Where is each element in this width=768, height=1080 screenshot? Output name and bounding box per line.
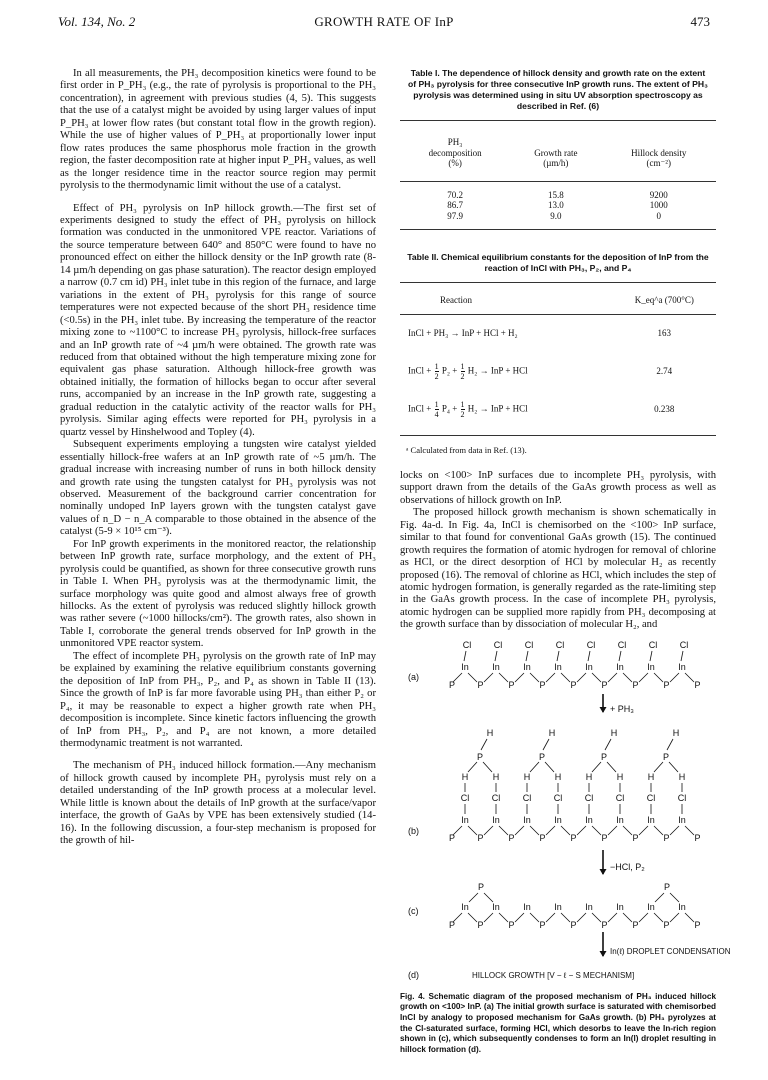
bond-line [561,826,570,835]
arrow-label-ph3: + PH₃ [610,703,634,714]
paragraph: In all measurements, the PH₃ decomposition kinetics were found to be first order in P_PH₃ (e.g., the rate of pyrolysis is proportional to the PH₃ concentration), in agreement with previous studies (4, 5). This suggests that the use of a catalyst might be avoided by using larger values of input P_PH₃ at lower flow rates (but constant total flow in the growth region). While the use of higher values of P_PH₃ at proportionally lower input flow rates produces the same phosphorus mole fraction in the growth region, the faster decomposition rate at higher input P_PH₃ values, as well as the longer residence time in the reactor source region may permit pyrolysis to the thermodynamic limit without the use of a catalyst. [60,68,376,192]
bond-line [592,913,601,922]
bond-line [530,673,539,682]
in-atom: In [616,814,624,825]
in-atom: In [647,661,655,672]
bond-line [561,673,570,682]
bond-line [670,893,679,902]
in-atom: In [492,661,500,672]
cl-atom: Cl [460,792,470,803]
p-atom: P [448,919,456,930]
in-atom: In [678,901,686,912]
bond-line [654,762,663,772]
mechanism-diagram [400,638,731,988]
in-atom: In [461,661,469,672]
bond-line [561,913,570,922]
h-atom: H [616,771,624,782]
bond-line [667,739,673,750]
bond-line [557,651,559,661]
p-atom: P [476,751,484,762]
h-atom: H [523,771,531,782]
in-atom: In [585,814,593,825]
bond-line [685,673,694,682]
bond-line [670,673,679,682]
cl-atom: Cl [617,639,627,650]
p-atom: P [539,832,546,843]
p-atom: P [632,832,639,843]
bond-line [530,826,539,835]
cl-atom: Cl [462,639,472,650]
p-atom: P [694,832,701,843]
cl-atom: Cl [553,792,563,803]
table2-col-header: K_eq^a (700°C) [634,295,694,305]
paragraph: For InP growth experiments in the monitored reactor, the relationship between InP growth rate, surface morphology, and the extent of PH₃ pyrolysis could be quantified, as shown for three consecutive growth runs in Table I. When PH₃ pyrolysis was at the thermodynamic limit, the surface morphology was quite good and almost always free of growth hillocks. As the extent of pyrolysis was reduced slightly hillock growth was rather severe (~1000 hillocks/cm²). The growth rates, also shown in Table I, corroborate the general trends observed for InP growth in the unmonitored VPE reactor system. [60,538,376,650]
bond-line [499,826,508,835]
bond-line [639,826,648,835]
h-atom: H [548,727,556,738]
table-row: InCl + PH₃ → InP + HCl + H₂ 163 [408,328,672,339]
bond-line [639,673,648,682]
h-atom: H [585,771,593,782]
bond-line [639,913,648,922]
table1-col-header: Growth rate (µm/h) [534,147,578,168]
p-atom: P [539,919,546,930]
bond-line [530,913,539,922]
p-atom: P [477,919,484,930]
page-number: 473 [690,14,710,29]
p-atom: P [539,679,546,690]
in-atom: In [554,661,562,672]
bond-line [515,913,524,922]
figure-4 [400,638,731,988]
journal-volume: Vol. 134, No. 2 [58,14,136,29]
bond-line [545,762,554,772]
p-atom: P [538,751,546,762]
table-row: InCl + $\frac{1}{4}$ P₄ + $\frac{1}{2}$ H₂ → InP + HCl 0.238 [408,400,675,419]
bond-line [685,826,694,835]
h-atom: H [672,727,680,738]
bond-line [546,826,555,835]
bond-line [681,651,683,661]
bond-line [468,913,477,922]
bond-line [623,913,632,922]
cl-atom: Cl [493,639,503,650]
bond-line [592,826,601,835]
p-atom: P [570,679,577,690]
paragraph: The effect of incomplete PH₃ pyrolysis on the growth rate of InP may be explained by examining the relative equilibrium constants governing the deposition of InP from PH₃, P₂, and P₄ as shown in Table II (13). Since the growth of InP is far more favorable using PH₃ than either P₂ or P₄, it may be reasonable to expect a higher growth rate when PH₃ decomposition is incomplete. Since kinetic factors influencing the growth of InP from PH₃, P₂, and P₄ are not known, a more detailed thermodynamic treatment is not warranted. [60,650,376,750]
arrow-label-droplet: In(ℓ) DROPLET CONDENSATION [610,946,731,956]
p-atom: P [570,919,577,930]
in-atom: In [647,814,655,825]
bond-line [650,651,652,661]
right-column [400,68,731,1055]
in-atom: In [461,814,469,825]
bond-line [483,762,492,772]
p-atom: P [601,679,608,690]
bond-line [607,762,616,772]
bond-line [670,826,679,835]
h-atom: H [492,771,500,782]
h-atom: H [678,771,686,782]
bond-line [499,913,508,922]
bond-line [543,739,549,750]
p-atom: P [508,832,515,843]
table-row: 70.2 15.8 9200 [447,189,668,200]
bond-line [546,673,555,682]
table2-col-header: Reaction [440,295,472,305]
cl-atom: Cl [586,639,596,650]
cl-atom: Cl [615,792,625,803]
table1-caption: Table I. The dependence of hillock density and growth rate on the extent of PH₃ pyrolysis for three consecutive InP growth runs. The extent of PH₃ pyrolysis was determined using in situ UV absorption spectroscopy as described in Ref. (6) [407,68,709,111]
arrow-label-hcl: −HCl, P₂ [610,861,645,872]
in-atom: In [616,901,624,912]
p-atom: P [694,919,701,930]
table2 [400,282,716,436]
bond-line [515,826,524,835]
bond-line [468,673,477,682]
table-row: InCl + $\frac{1}{2}$ P₂ + $\frac{1}{2}$ H₂ → InP + HCl 2.74 [408,362,673,381]
bond-line [623,673,632,682]
bond-line [469,893,478,902]
bond-line [499,673,508,682]
cl-atom: Cl [646,792,656,803]
h-atom: H [554,771,562,782]
table1-col-header: PH₃ decomposition (%) [428,137,482,168]
p-atom: P [477,679,484,690]
p-atom: P [448,832,456,843]
bond-line [605,739,611,750]
h-atom: H [486,727,494,738]
arrow-hcl-head [600,869,607,875]
bond-line [484,893,493,902]
table2-caption: Table II. Chemical equilibrium constants for the deposition of InP from the reaction of InCl with PH₃, P₂, and P₄ [407,252,709,273]
panel-label-c: (c) [408,905,419,916]
paragraph: The proposed hillock growth mechanism is shown schematically in Fig. 4a-d. In Fig. 4a, InCl is chemisorbed on the <100> InP surface, similar to that found for conventional GaAs growth (15). The continued growth requires the formation of atomic hydrogen for removal of chlorine as HCl, or the direct desorption of HCl by molecular H₂ as recently proposed (16). The removal of chlorine as HCl, which includes the step of atomic hydrogen formation, is generally regarded as the rate-limiting step in the GaAs growth process. In the case of incomplete PH₃ pyrolysis, atomic hydrogen can be supplied more rapidly from PH₃ decomposing at the growth surface than by dissociation of molecular H₂, and [400,507,716,631]
p-atom: P [601,919,608,930]
left-column [60,68,376,848]
h-atom: H [647,771,655,782]
bond-line [484,826,493,835]
bond-line [515,673,524,682]
p-atom: P [508,919,515,930]
bond-line [546,913,555,922]
arrow-droplet-head [600,951,607,957]
bond-line [577,913,586,922]
in-atom: In [523,901,531,912]
in-atom: In [492,814,500,825]
in-atom: In [678,661,686,672]
h-atom: H [461,771,469,782]
paragraph: Effect of PH₃ pyrolysis on InP hillock growth.—The first set of experiments designed to study the effect of PH₃ pyrolysis on hillock formation was conducted in the unmonitored VPE reactor. Variations of the source temperature between 640° and 850°C were found to have no pronounced effect on either the hillock density or the InP growth rate (8-14 µm/h depending on gas phase saturation). The reactor design employed a narrow (0.7 cm id) PH₃ inlet tube in this region of the furnace, and large variations in the extent of PH₃ pyrolysis for this range of source temperatures were not expected because of the short PH₃ residence time (<0.5s) in the PH₃ inlet tube. By increasing the temperature of the reactor mixing zone to ~1100°C to increase PH₃ pyrolysis, hillock-free surfaces and an InP growth rate of ~4 µm/h were obtained. The growth rate was reduced from that obtained without the high temperature mixing zone for equivalent gas phase saturation. Although hillock-free growth was obtained initially, the formation of hillocks began to occur after several runs, accompanied by an increase in the InP growth rate, suggesting a gradual reduction in the catalytic activity of the reactor walls for PH₃ pyrolysis. Similar aging effects were reported for PH₃ pyrolysis in a quartz vessel by Hinshelwood and Topley (4). [60,202,376,438]
in-atom: In [554,901,562,912]
cl-atom: Cl [584,792,594,803]
paragraph: Subsequent experiments employing a tungsten wire catalyst yielded essentially hillock-free wafers at an InP growth rate of ~5 µm/h. The gradual increase with increasing number of runs in both hillock density and growth rate using the tungsten catalyst for PH₃ pyrolysis was not observed. Measurement of the background carrier concentration for nominally undoped InP layers grown with the tungsten catalyst gave values of n_D − n_A comparable to those obtained in the absence of the catalyst (5-9 × 10¹⁵ cm⁻³). [60,439,376,538]
bond-line [655,893,664,902]
panel-label-b: (b) [408,825,419,836]
bond-line [608,826,617,835]
p-atom: P [663,679,670,690]
table-row: 86.7 13.0 1000 [447,200,668,210]
bond-line [464,651,466,661]
h-atom: H [610,727,618,738]
bond-line [530,762,539,772]
bond-line [654,913,663,922]
bond-line [608,673,617,682]
table1-col-header: Hillock density (cm⁻²) [631,147,687,168]
in-atom: In [461,901,469,912]
bond-line [468,762,477,772]
table-row: 97.9 9.0 0 [447,210,661,221]
cl-atom: Cl [522,792,532,803]
p-atom: P [448,679,456,690]
bond-line [654,826,663,835]
bond-line [670,913,679,922]
cl-atom: Cl [491,792,501,803]
p-atom: P [662,751,670,762]
bond-line [588,651,590,661]
p-atom: P [600,751,608,762]
bond-line [484,673,493,682]
bond-line [526,651,528,661]
bond-line [623,826,632,835]
bond-line [577,826,586,835]
table1 [400,120,716,230]
p-atom: P [570,832,577,843]
bond-line [468,826,477,835]
bond-line [481,739,487,750]
running-header [58,14,710,32]
in-atom: In [492,901,500,912]
panel-label-d: (d) [408,969,419,980]
p-atom: P [477,881,485,892]
bond-line [495,651,497,661]
bond-line [619,651,621,661]
cl-atom: Cl [677,792,687,803]
bond-line [592,762,601,772]
bond-line [577,673,586,682]
in-atom: In [523,814,531,825]
arrow-ph3-head [600,707,607,713]
p-atom: P [508,679,515,690]
paragraph: locks on <100> InP surfaces due to incomplete PH₃ pyrolysis, with support drawn from the details of the GaAs growth process as well as observations of hillock growth on InP. [400,469,716,506]
in-atom: In [523,661,531,672]
bond-line [654,673,663,682]
p-atom: P [663,919,670,930]
table2-footnote: ᵃ Calculated from data in Ref. (13). [406,444,527,455]
in-atom: In [678,814,686,825]
bond-line [484,913,493,922]
p-atom: P [632,679,639,690]
paragraph: The mechanism of PH₃ induced hillock formation.—Any mechanism of hillock growth caused by incomplete PH₃ pyrolysis must rely on a detailed understanding of the InP growth process at a molecular level. While little is known about the details of InP growth at the surface/vapor interface, the growth of GaAs by VPE has been extensively studied (14-16). In the following discussion, a four-step mechanism is proposed for the growth of hil- [60,760,376,847]
cl-atom: Cl [679,639,689,650]
cl-atom: Cl [524,639,534,650]
p-atom: P [477,832,484,843]
in-atom: In [554,814,562,825]
cl-atom: Cl [555,639,565,650]
in-atom: In [585,901,593,912]
p-atom: P [694,679,701,690]
panel-label-a: (a) [408,671,419,682]
bond-line [669,762,678,772]
bond-line [608,913,617,922]
bond-line [685,913,694,922]
cl-atom: Cl [648,639,658,650]
panel-d-text: HILLOCK GROWTH [V − ℓ − S MECHANISM] [472,970,635,980]
in-atom: In [616,661,624,672]
in-atom: In [647,901,655,912]
p-atom: P [663,832,670,843]
bond-line [592,673,601,682]
running-title: GROWTH RATE OF InP [314,14,454,29]
p-atom: P [663,881,671,892]
p-atom: P [632,919,639,930]
in-atom: In [585,661,593,672]
figure-caption: Fig. 4. Schematic diagram of the proposed mechanism of PH₃ induced hillock growth on <100> InP. (a) The initial growth surface is saturated with chemisorbed InCl by analogy to proposed mechanism for GaAs growth. (b) PH₃ pyrolyzes at the Cl-saturated surface, forming HCl, which desorbs to leave the In-rich region shown in (c), which subsequently condenses to form an In(l) droplet resulting in hillock formation (d). [400,991,716,1054]
p-atom: P [601,832,608,843]
